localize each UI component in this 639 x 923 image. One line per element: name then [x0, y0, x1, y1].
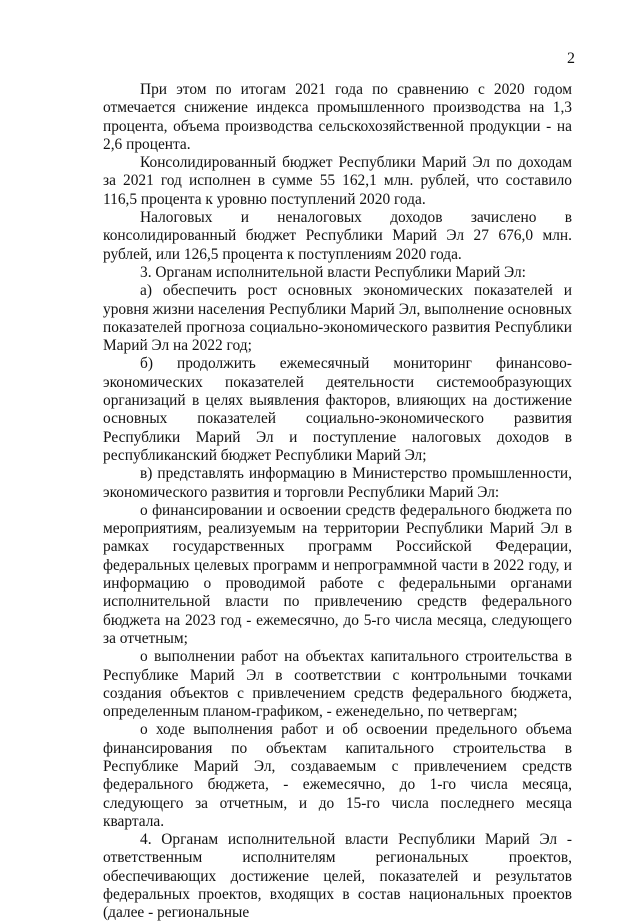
paragraph-capital-construction-works: о выполнении работ на объектах капитального строительства в Республике Марий Эл в соответствии с контрольными точками создания объектов с привлечением средств федерального бюджета, определенным планом-графиком, - еженедельно, по четвергам;: [103, 648, 572, 721]
paragraph-item-4: 4. Органам исполнительной власти Республики Марий Эл - ответственным исполнителям региональных проектов, обеспечивающих достижение целей, показателей и результатов федеральных проектов, входящих в состав национальных проектов (далее - региональные: [103, 831, 572, 922]
paragraph-financing-limit-progress: о ходе выполнения работ и об освоении предельного объема финансирования по объектам капитального строительства в Республике Марий Эл, создаваемым с привлечением средств федерального бюджета, - ежемесячно, до 1-го числа месяца, следующего за отчетным, и до 15-го числа последнего месяца квартала.: [103, 721, 572, 830]
paragraph-consolidated-budget: Консолидированный бюджет Республики Марий Эл по доходам за 2021 год исполнен в сумме 55 162,1 млн. рублей, что составило 116,5 процента к уровню поступлений 2020 года.: [103, 154, 572, 208]
paragraph-item-3v: в) представлять информацию в Министерство промышленности, экономического развития и торговли Республики Марий Эл:: [103, 465, 572, 501]
paragraph-industrial-production: При этом по итогам 2021 года по сравнению с 2020 годом отмечается снижение индекса промышленного производства на 1,3 процента, объема производства сельскохозяйственной продукции - на 2,6 процента.: [103, 81, 572, 153]
paragraph-item-3-heading: 3. Органам исполнительной власти Республики Марий Эл:: [140, 263, 526, 281]
paragraph-federal-budget-financing: о финансировании и освоении средств федерального бюджета по мероприятиям, реализуемым на территории Республики Марий Эл в рамках государственных программ Российской Федерации, федеральных целевых программ и непрограммной части в 2022 году, и информацию о проводимой работе с федеральными органами исполнительной власти по привлечению средств федерального бюджета на 2023 год - ежемесячно, до 5-го числа месяца, следующего за отчетным;: [103, 501, 572, 647]
paragraph-tax-revenues: Налоговых и неналоговых доходов зачислено в консолидированный бюджет Республики Марий Эл 27 676,0 млн. рублей, или 126,5 процента к поступлениям 2020 года.: [103, 209, 572, 263]
paragraph-item-3a: а) обеспечить рост основных экономических показателей и уровня жизни населения Республики Марий Эл, выполнение основных показателей прогноза социально-экономического развития Республики Марий Эл на 2022 год;: [103, 282, 572, 355]
page-number: 2: [567, 50, 575, 67]
document-body: [103, 81, 572, 923]
paragraph-item-3b: б) продолжить ежемесячный мониторинг финансово-экономических показателей деятельности системообразующих организаций в целях выявления факторов, влияющих на достижение основных показателей социально-экономического развития Республики Марий Эл и поступление налоговых доходов в республиканский бюджет Республики Марий Эл;: [103, 355, 572, 464]
